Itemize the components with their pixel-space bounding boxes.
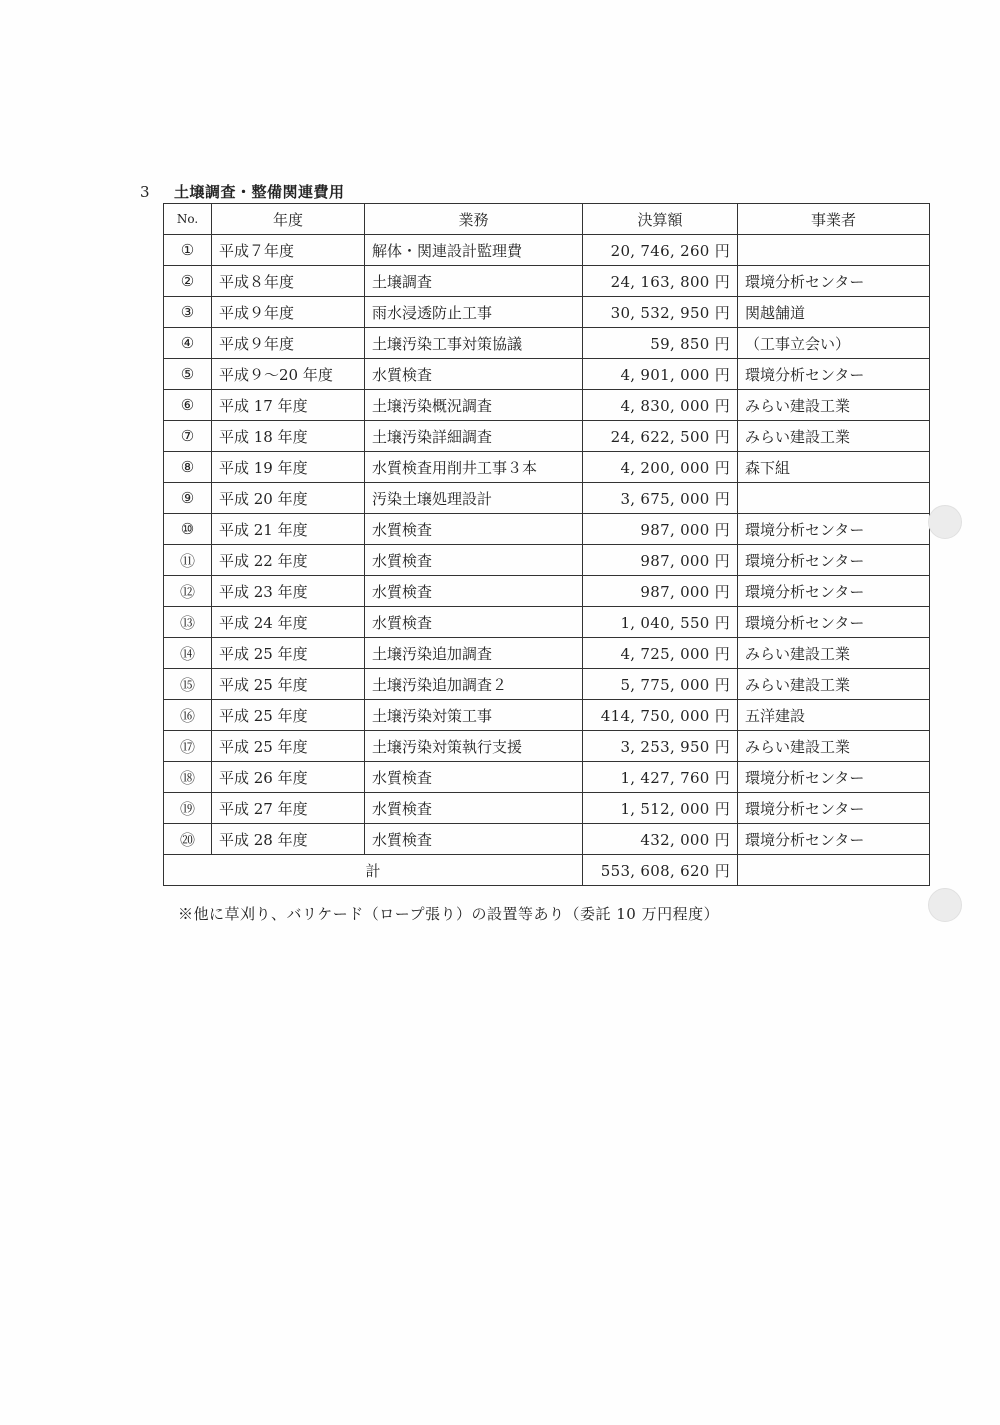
table-body	[164, 235, 930, 855]
table-row	[164, 390, 930, 421]
table-row	[164, 452, 930, 483]
row-year: 平成９～20 年度	[212, 359, 365, 390]
total-label: 計	[164, 855, 583, 886]
row-amount: 24, 163, 800 円	[583, 266, 738, 297]
row-amount: 1, 512, 000 円	[583, 793, 738, 824]
table-row	[164, 359, 930, 390]
row-year: 平成 25 年度	[212, 638, 365, 669]
table-row	[164, 235, 930, 266]
row-work: 水質検査	[365, 824, 583, 855]
row-no: ③	[164, 297, 212, 328]
row-no: ⑳	[164, 824, 212, 855]
row-amount: 4, 200, 000 円	[583, 452, 738, 483]
row-no: ⑲	[164, 793, 212, 824]
row-amount: 3, 675, 000 円	[583, 483, 738, 514]
row-no: ⑦	[164, 421, 212, 452]
row-amount: 1, 427, 760 円	[583, 762, 738, 793]
row-amount: 30, 532, 950 円	[583, 297, 738, 328]
row-no: ⑫	[164, 576, 212, 607]
footnote: ※他に草刈り、バリケード（ロープ張り）の設置等あり（委託 10 万円程度）	[178, 905, 720, 923]
row-contractor: みらい建設工業	[738, 731, 930, 762]
row-no: ⑨	[164, 483, 212, 514]
cost-table	[163, 203, 930, 886]
row-contractor: 環境分析センター	[738, 545, 930, 576]
row-no: ⑬	[164, 607, 212, 638]
table-row	[164, 545, 930, 576]
row-year: 平成 22 年度	[212, 545, 365, 576]
row-year: 平成 25 年度	[212, 700, 365, 731]
row-work: 土壌汚染対策工事	[365, 700, 583, 731]
header-year: 年度	[212, 204, 365, 235]
row-work: 土壌汚染対策執行支援	[365, 731, 583, 762]
row-contractor: みらい建設工業	[738, 421, 930, 452]
row-contractor: 環境分析センター	[738, 793, 930, 824]
row-no: ④	[164, 328, 212, 359]
row-work: 水質検査	[365, 545, 583, 576]
row-work: 土壌汚染追加調査２	[365, 669, 583, 700]
row-amount: 3, 253, 950 円	[583, 731, 738, 762]
row-year: 平成７年度	[212, 235, 365, 266]
section-title: 土壌調査・整備関連費用	[174, 183, 345, 201]
row-no: ⑩	[164, 514, 212, 545]
row-year: 平成 23 年度	[212, 576, 365, 607]
row-work: 水質検査	[365, 607, 583, 638]
row-amount: 987, 000 円	[583, 576, 738, 607]
table-row	[164, 576, 930, 607]
row-amount: 987, 000 円	[583, 514, 738, 545]
table-row	[164, 607, 930, 638]
row-no: ⑪	[164, 545, 212, 576]
table-row	[164, 297, 930, 328]
row-year: 平成 24 年度	[212, 607, 365, 638]
row-contractor: 環境分析センター	[738, 359, 930, 390]
row-contractor: 環境分析センター	[738, 824, 930, 855]
row-work: 土壌汚染工事対策協議	[365, 328, 583, 359]
row-amount: 4, 725, 000 円	[583, 638, 738, 669]
table-row	[164, 700, 930, 731]
table-row	[164, 793, 930, 824]
row-year: 平成９年度	[212, 328, 365, 359]
table-row	[164, 638, 930, 669]
row-amount: 1, 040, 550 円	[583, 607, 738, 638]
row-contractor: 森下組	[738, 452, 930, 483]
row-contractor: 関越舗道	[738, 297, 930, 328]
row-contractor: みらい建設工業	[738, 638, 930, 669]
row-year: 平成 26 年度	[212, 762, 365, 793]
row-contractor: （工事立会い）	[738, 328, 930, 359]
row-contractor: 環境分析センター	[738, 266, 930, 297]
row-year: 平成９年度	[212, 297, 365, 328]
table-row	[164, 762, 930, 793]
row-contractor: 五洋建設	[738, 700, 930, 731]
table-row	[164, 824, 930, 855]
row-contractor: 環境分析センター	[738, 576, 930, 607]
section-heading	[140, 181, 345, 202]
row-year: 平成 19 年度	[212, 452, 365, 483]
row-no: ⑰	[164, 731, 212, 762]
row-work: 雨水浸透防止工事	[365, 297, 583, 328]
row-amount: 432, 000 円	[583, 824, 738, 855]
row-work: 汚染土壌処理設計	[365, 483, 583, 514]
row-amount: 20, 746, 260 円	[583, 235, 738, 266]
header-amount: 決算額	[583, 204, 738, 235]
table-row	[164, 731, 930, 762]
row-amount: 987, 000 円	[583, 545, 738, 576]
row-contractor: 環境分析センター	[738, 607, 930, 638]
row-amount: 414, 750, 000 円	[583, 700, 738, 731]
row-contractor	[738, 235, 930, 266]
row-work: 土壌汚染詳細調査	[365, 421, 583, 452]
row-amount: 4, 901, 000 円	[583, 359, 738, 390]
total-contractor-cell	[738, 855, 930, 886]
row-amount: 4, 830, 000 円	[583, 390, 738, 421]
table-row	[164, 266, 930, 297]
row-work: 解体・関連設計監理費	[365, 235, 583, 266]
table-header-row	[164, 204, 930, 235]
total-amount: 553, 608, 620 円	[583, 855, 738, 886]
row-year: 平成 21 年度	[212, 514, 365, 545]
row-year: 平成 18 年度	[212, 421, 365, 452]
row-year: 平成 17 年度	[212, 390, 365, 421]
row-no: ②	[164, 266, 212, 297]
punch-hole-lower	[928, 888, 962, 922]
table-row	[164, 669, 930, 700]
row-year: 平成 20 年度	[212, 483, 365, 514]
row-amount: 5, 775, 000 円	[583, 669, 738, 700]
row-work: 水質検査	[365, 762, 583, 793]
row-work: 水質検査	[365, 514, 583, 545]
row-contractor: みらい建設工業	[738, 669, 930, 700]
section-number: 3	[140, 183, 151, 201]
row-contractor: 環境分析センター	[738, 762, 930, 793]
row-no: ⑤	[164, 359, 212, 390]
punch-hole-upper	[928, 505, 962, 539]
row-year: 平成 25 年度	[212, 669, 365, 700]
table-row	[164, 421, 930, 452]
row-no: ⑯	[164, 700, 212, 731]
row-work: 土壌汚染追加調査	[365, 638, 583, 669]
row-no: ⑱	[164, 762, 212, 793]
row-year: 平成 28 年度	[212, 824, 365, 855]
row-work: 水質検査用削井工事３本	[365, 452, 583, 483]
row-work: 水質検査	[365, 359, 583, 390]
row-contractor: 環境分析センター	[738, 514, 930, 545]
row-contractor	[738, 483, 930, 514]
row-no: ⑧	[164, 452, 212, 483]
header-contractor: 事業者	[738, 204, 930, 235]
row-no: ⑭	[164, 638, 212, 669]
row-work: 土壌汚染概況調査	[365, 390, 583, 421]
table-row	[164, 328, 930, 359]
row-work: 土壌調査	[365, 266, 583, 297]
row-year: 平成８年度	[212, 266, 365, 297]
row-no: ⑥	[164, 390, 212, 421]
row-work: 水質検査	[365, 793, 583, 824]
header-work: 業務	[365, 204, 583, 235]
row-no: ①	[164, 235, 212, 266]
row-no: ⑮	[164, 669, 212, 700]
table-row	[164, 514, 930, 545]
total-row	[164, 855, 930, 886]
row-work: 水質検査	[365, 576, 583, 607]
row-year: 平成 27 年度	[212, 793, 365, 824]
row-amount: 59, 850 円	[583, 328, 738, 359]
row-amount: 24, 622, 500 円	[583, 421, 738, 452]
header-no: No.	[164, 204, 212, 235]
table-row	[164, 483, 930, 514]
row-contractor: みらい建設工業	[738, 390, 930, 421]
row-year: 平成 25 年度	[212, 731, 365, 762]
